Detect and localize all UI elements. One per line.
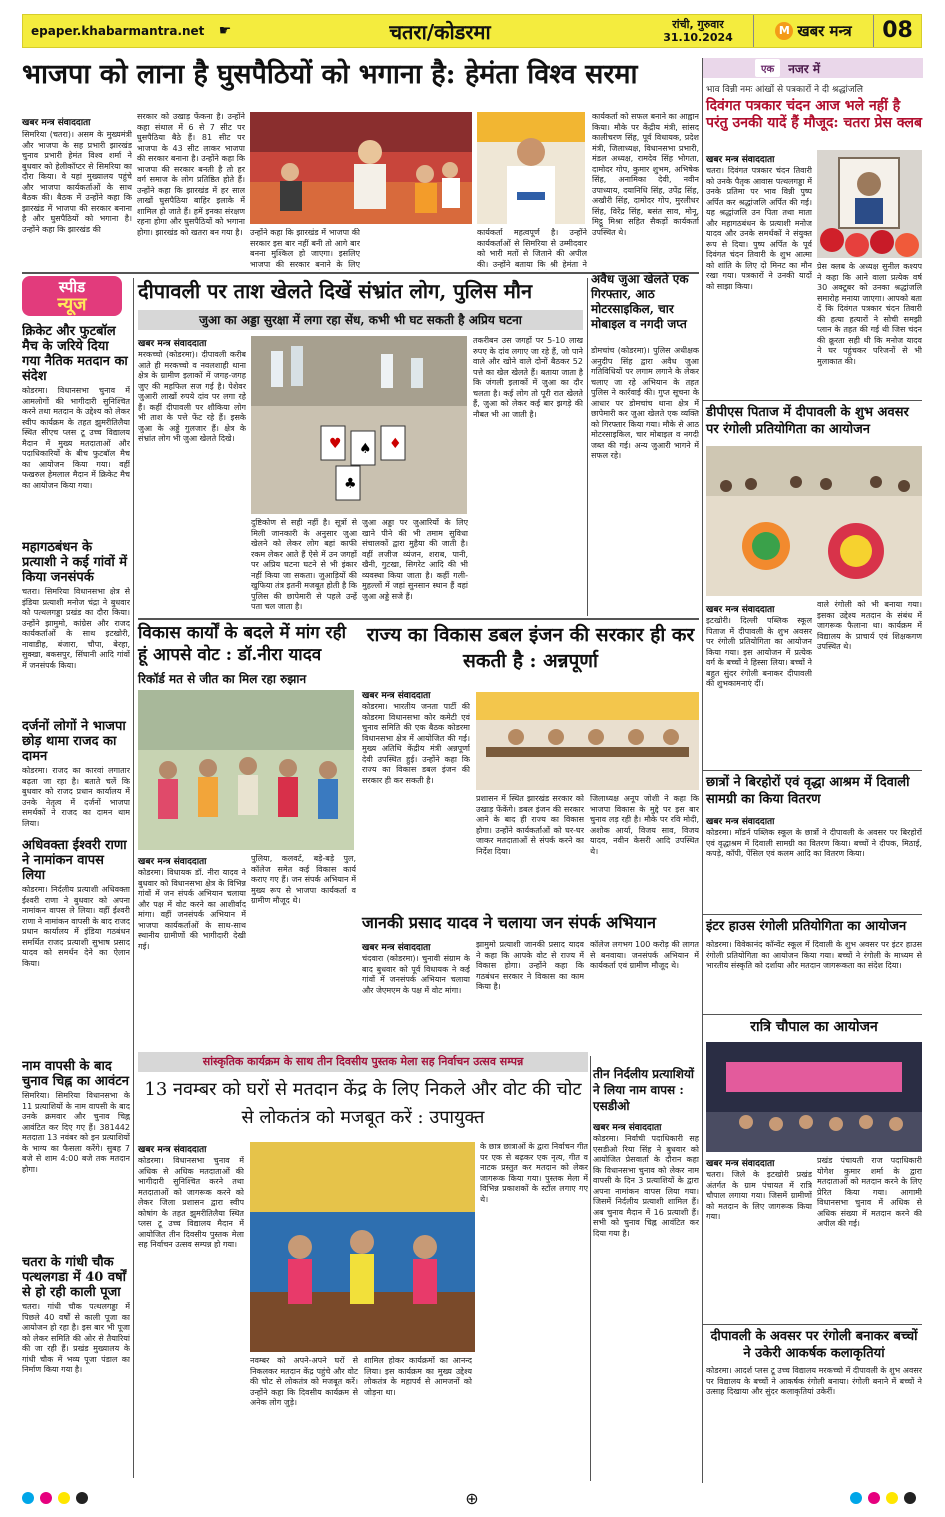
nazar-body: चतरा। दिवंगत पत्रकार चंदन तिवारी को उनके पैतृक आवास पत्थलगड्डा में उनके प्रतिमा पर भाव विन्नी पुष्प अर्पित कर श्रद्धांजलि अर्पित की गई। यह श्रद्धांजलि उन पिता तथा माता और महागठबंधन के प्रत्याशी मनोज यादव और उनके समर्थकों ने संयुक्त रूप से दिया। पुष्प अर्पित के पूर्व दिवंगत चंदन तिवारी के शुभ आत्मा को शांति के लिए दो मिनट का मौन रखा गया। पत्रकारों ने उनकी यादों को साझा किया। — [706, 166, 812, 291]
nazar-byline: खबर मन्त्र संवाददाता — [706, 155, 775, 165]
masthead-bar — [22, 14, 922, 48]
lead-col-3: उन्होंने कहा कि झारखंड में भाजपा की सरकार इस बार नहीं बनी तो आगे बार बनना मुश्किल हो जाएगा। इसलिए भाजपा की सरकार बनाने के लिए — [250, 228, 360, 269]
nazar-body-2: प्रेस क्लब के अध्यक्ष सुनील कश्यप ने कहा कि आने वाला प्रत्येक वर्ष 30 अक्टूबर को उनका श्रद्धांजलि समारोह मनाया जाएगा। आपको बता दें कि दिवंगत पत्रकार चंदन तिवारी की हत्या हत्यारों ने सोची समझी प्लान के तहत की गई थी जिस चंदन की क्रूरता सही थी कि मनोज यादव ने घर पहुंचकर परिजनों से भी मुलाकात की। — [817, 262, 922, 366]
annapurna-body-3: जिलाध्यक्ष अनूप जोशी ने कहा कि भाजपा विकास के मुद्दे पर इस बार चुनाव लड़ रही है। मौके पर रवि मोदी, अशोक आर्या, विजय साव, विजय यादव, नवीन केसरी आदि उपस्थित थे। — [590, 794, 699, 856]
gamble-headline: दीपावली पर ताश खेलते दिखें संभ्रांत लोग, पुलिस मौन — [138, 279, 533, 303]
speed-news-column — [22, 320, 130, 1480]
divider-right-col — [702, 58, 703, 1483]
registration-dot-icon — [58, 1492, 70, 1504]
annapurna-body-2: प्रशासन में स्थित झारखंड सरकार को उखाड़ फेंकेंगे। डबल इंजन की सरकार आने के बाद ही राज्य का विकास होगा। उन्होंने कार्यकर्ताओं को घर-घर जाकर मतदाताओं से संपर्क करने का निर्देश दिया। — [476, 794, 584, 856]
speed-news-badge — [22, 276, 122, 316]
gamble-photo — [251, 336, 467, 514]
section-title: चतरा/कोडरमा — [389, 19, 491, 44]
oldage-byline: खबर मन्त्र संवाददाता — [706, 817, 775, 827]
janki-headline: जानकी प्रसाद यादव ने चलाया जन संपर्क अभियान — [362, 913, 657, 932]
brand — [753, 15, 873, 47]
gamble-col-1: मरकच्चो (कोडरमा)। दीपावली करीब आते ही मरकच्चो व नवलशाही थाना क्षेत्र के ग्रामीण इलाकों में जगह-जगह जुए की महफिल सज गई है। पेशेवर जुआरी लाखों रुपये दांव पर लगा रहे हैं। कहीं दीपावली पर शौकिया लोग भी ताश के पत्ते फेंट रहे हैं। इसके जुआ के अड्डे गुलजार हैं। क्षेत्र के संभ्रांत लोग भी जुआ खेलते दिखे। — [138, 350, 246, 443]
speed-item-head: दर्जनों लोगों ने भाजपा छोड़ थामा राजद का दामन — [22, 719, 126, 764]
lead-col-1: सिमरिया (चतरा)। असम के मुख्यमंत्री और भाजपा के सह प्रभारी झारखंड चुनाव प्रभारी हेमंत विश्व शर्मा ने बुधवार को हेलीकॉप्टर से सिमरिया का दौरा किया। वे यहां मुख्यालय पहुंचे और भाजपा कार्यकर्ताओं के साथ बैठक की। बैठक में उन्होंने कहा कि झारखंड में भाजपा की सरकार बनाना है और घुसपैठियों को भगाना है। उन्होंने कहा कि झारखंड की — [22, 130, 132, 234]
speed-item — [22, 324, 130, 536]
ratri-photo — [706, 1042, 922, 1152]
speed-item-body: सिमरिया। सिमरिया विधानसभा के 11 प्रत्याशियों के नाम वापसी के बाद उनके क्रमवार और चुनाव चिह्न आवंटित कर दिए गए हैं। 381442 मतदाता 13 नवंबर को इन प्रत्याशियों के भाग्य का फैसला करेंगे। सुबह 7 बजे से शाम 4:00 बजे तक मतदान होगा। — [22, 1091, 130, 1174]
dps-headline: डीपीएस पिताज में दीपावली के शुभ अवसर पर रंगोली प्रतियोगिता का आयोजन — [706, 405, 909, 437]
dps-byline: खबर मन्त्र संवाददाता — [706, 605, 775, 615]
divider-right-2 — [703, 914, 922, 915]
svg-text:♠: ♠ — [359, 441, 372, 457]
divider-speed-col — [133, 278, 134, 1478]
page-number: 08 — [873, 15, 921, 47]
janki-body: चंदवारा (कोडरमा)। चुनावी संग्राम के बाद बुधवार को पूर्व विधायक ने कई गांवों में जनसंपर्क अभियान चलाया और जेएमएम के पक्ष में वोट मांगा। — [362, 954, 470, 995]
divider-nazar — [703, 400, 922, 401]
pointing-hand-icon: ☛ — [218, 23, 232, 39]
neera-photo — [138, 690, 354, 850]
speed-item-body: चतरा। सिमरिया विधानसभा क्षेत्र से इंडिया प्रत्याशी मनोज चंद्रा ने बुधवार को पत्थलगड्डा प्रखंड का दौरा किया। उन्होंने झामुमो, कांग्रेस और राजद कार्यकर्ताओं के साथ इटखोरी, नावाडीह, बंजारा, चौपा, बेरहा, सुक्खा, बकसपुर, सिंघानी आदि गांवों में जनसंपर्क किया। — [22, 587, 130, 670]
janki-byline: खबर मन्त्र संवाददाता — [362, 943, 431, 953]
cultural-photo — [250, 1142, 475, 1352]
speed-item — [22, 838, 130, 1055]
divider-right-3 — [703, 1014, 922, 1015]
lead-photo-rally — [250, 112, 472, 224]
ratri-body: चतरा। जिले के इटखोरी प्रखंड अंतर्गत के ग्राम पंचायत में रात्रि चौपाल लगाया गया। जिसमें ग्रामीणों को मतदान के लिए जागरूक किया गया। — [706, 1170, 812, 1221]
site-url[interactable]: epaper.khabarmantra.net — [31, 24, 205, 38]
speed-item-head: अधिवक्ता ईश्वरी राणा ने नामांकन वापस लिया — [22, 838, 127, 883]
nazar-headline: दिवंगत पत्रकार चंदन आज भले नहीं है परंतु उनकी यादें हैं मौजूद: चतरा प्रेस क्लब — [706, 98, 922, 131]
nazar-photo-tribute — [817, 150, 922, 258]
lead-col-4: कार्यकर्ता महत्वपूर्ण है। उन्होंने कार्यकर्ताओं से सिमरिया से उम्मीदवार को भारी मतों से जिताने की अपील की। उन्होंने बताया कि श्री हेमंता ने — [477, 228, 587, 269]
janki-body-2: झामुमो प्रत्याशी जानकी प्रसाद यादव ने कहा कि आपके वोट से राज्य में विकास होगा। उन्होंने कहा कि गठबंधन सरकार ने विकास का काम किया है। — [476, 940, 584, 991]
cultural-body-2: नवम्बर को अपने-अपने घरों से निकलकर मतदान केंद्र पहुंचे और वोट की चोट से लोकतंत्र को मजबूत करें। उन्होंने कहा कि दिवसीय कार्यक्रम से अनेक लोग जुड़े। — [250, 1356, 358, 1407]
speed-item — [22, 540, 130, 715]
dps-photo — [706, 446, 922, 596]
divider-mid-1 — [138, 618, 699, 620]
gamble-subhead: जुआ का अड्डा सुरक्षा में लगा रहा सेंध, कभी भी घट सकती है अप्रिय घटना — [138, 310, 583, 330]
rangoli-kids-body: कोडरमा। आदर्श प्लस टू उच्च विद्यालय मरकच्चो में दीपावली के शुभ अवसर पर विद्यालय के बच्चों ने आकर्षक रंगोली बनाया। रंगोली बनाने में बच्चों ने उत्साह दिखाया और सुंदर कलाकृतियां उकेरीं। — [706, 1366, 922, 1396]
cultural-body-4: के छात्र छात्राओं के द्वारा निर्वाचन गीत पर एक से बढ़कर एक नृत्य, गीत व नाटक प्रस्तुत कर मतदान को लेकर जागरूक किया गया। पुस्तक मेला में विभिन्न प्रकाशकों के स्टॉल लगाए गए थे। — [480, 1142, 588, 1204]
speed-item-head: नाम वापसी के बाद चुनाव चिह्न का आवंटन — [22, 1059, 129, 1089]
registration-crosshair-icon: ⊕ — [465, 1488, 479, 1508]
lead-headline: भाजपा को लाना है घुसपैठियों को भगाना है: हेमंता विश्व सरमा — [22, 59, 638, 90]
neera-body: कोडरमा। विधायक डॉ. नीरा यादव ने बुधवार को विधानसभा क्षेत्र के विभिन्न गांवों में जन संपर्क अभियान चलाया और पक्ष में वोट करने का आशीर्वाद मांगा। वहीं जनसंपर्क अभियान में भाजपा कार्यकर्ताओं के साथ-साथ स्थानीय ग्रामीणों की भागीदारी देखी गई। — [138, 868, 246, 951]
oldage-headline: छात्रों ने बिरहोरों एवं वृद्धा आश्रम में दिवाली सामग्री का किया वितरण — [706, 775, 910, 807]
neera-headline: विकास कार्यों के बदले में मांग रही हूं आपसे वोट : डॉ.नीरा यादव — [138, 623, 347, 665]
lead-col-2: सरकार को उखाड़ फेंकना है। उन्होंने कहा संथाल में 6 से 7 सीट पर घुसपैठिया बैठे हैं। 81 सीट पर भाजपा के 43 सीट लाकर भाजपा की सरकार बनाना है। उन्होंने कहा कि भाजपा की सरकार बनती है तो हर वर्ग समाज के लोग प्रतिष्ठित होते हैं। उन्होंने कहा कि झारखंड में हर साल लाखों घुसपैठिया बाहिर इलाके में शामिल हो जाते हैं। हमें इनका संरक्षण रहना होगा और घुसपैठियों को भगाना होगा। झारखंड को खतरा बन गया है। — [137, 112, 245, 237]
arrest-body: डोमचांच (कोडरमा)। पुलिस अधीक्षक अनुदीप सिंह द्वारा अवैध जुआ गतिविधियों पर लगाम लगाने के लेकर चलाए जा रहे अभियान के तहत पुलिस ने कार्रवाई की। गुप्त सूचना के आधार पर डोमचांच थाना क्षेत्र में छापेमारी कर जुआ खेलते एक व्यक्ति को गिरफ्तार किया गया। मौके से आठ मोटरसाइकिल, चार मोबाइल व नगदी जब्त की गई। अन्य जुआरी भागने में सफल रहे। — [591, 346, 699, 460]
cultural-body: कोडरमा। विधानसभा चुनाव में अधिक से अधिक मतदाताओं की भागीदारी सुनिश्चित करने तथा मतदाताओं को जागरूक करने को लेकर जिला प्रशासन द्वारा स्वीप कोषांग के तहत झुमरीतिलैया स्थित प्लस टू उच्च विद्यालय मैदान में आयोजित तीन दिवसीय पुस्तक मेला सह निर्वाचन उत्सव सम्पन्न हो गया। — [138, 1156, 244, 1249]
withdraw-byline: खबर मन्त्र संवाददाता — [593, 1123, 662, 1133]
annapurna-byline: खबर मन्त्र संवाददाता — [362, 691, 431, 701]
oldage-body: कोडरमा। मॉडर्न पब्लिक स्कूल के छात्रों ने दीपावली के अवसर पर बिरहोरों एवं वृद्धाश्रम में दिवाली सामग्री का वितरण किया। बच्चों ने दीपक, मिठाई, कपड़े, कॉपी, पेंसिल एवं कलम आदि का वितरण किया। — [706, 828, 922, 858]
issue-date-value: 31.10.2024 — [663, 31, 733, 44]
registration-dots-right — [850, 1489, 922, 1508]
speed-item — [22, 1059, 130, 1251]
arrest-headline: अवैध जुआ खेलते एक गिरफ्तार, आठ मोटरसाइकिल, चार मोबाइल व नगदी जप्त — [591, 272, 689, 331]
speed-badge-line-2: न्यूज — [57, 294, 87, 315]
divider-withdraw — [590, 1056, 591, 1481]
registration-bar — [22, 1488, 922, 1508]
ratri-byline: खबर मन्त्र संवाददाता — [706, 1159, 775, 1169]
issue-city-day: रांची, गुरुवार — [672, 18, 724, 31]
speed-item-head: महागठबंधन के प्रत्याशी ने कई गांवों में किया जनसंपर्क — [22, 540, 128, 585]
registration-dot-icon — [904, 1492, 916, 1504]
svg-text:♣: ♣ — [344, 476, 357, 492]
gamble-col-4: तकरीबन उस जगहों पर 5-10 लाख रुपए के दांव लगाए जा रहे हैं, जो पाने वाले और खोने वाले दोनों बैठकर 52 पत्ते का खेल खेलते हैं। बताया जाता है कि जंगली इलाकों में जुआ का दौर चलता है। कई लोग तो पूरी रात खेलते हैं, जुआ को लेकर कई बार झगड़े की नौबत भी आ जाती है। — [473, 336, 583, 419]
withdraw-headline: तीन निर्दलीय प्रत्याशियों ने लिया नाम वापस : एसडीओ — [593, 1067, 695, 1113]
cultural-band: सांस्कृतिक कार्यक्रम के साथ तीन दिवसीय पुस्तक मेला सह निर्वाचन उत्सव सम्पन्न — [138, 1052, 588, 1072]
divider-right-1 — [703, 770, 922, 771]
speed-item — [22, 719, 130, 834]
speed-item-body: कोडरमा। निर्दलीय प्रत्याशी अधिवक्ता ईश्वरी राणा ने बुधवार को अपना नामांकन वापस ले लिया। वहीं ईश्वरी राणा ने नामांकन वापसी के बाद राजद प्रधान कार्यालय में इंडिया गठबंधन समर्थित राजद प्रत्याशी सुभाष प्रसाद यादव को समर्थन देने का ऐलान किया। — [22, 885, 130, 968]
registration-dot-icon — [868, 1492, 880, 1504]
brand-logo-icon: M — [775, 22, 793, 40]
speed-item-head: चतरा के गांधी चौक पत्थलगडा में 40 वर्षों से हो रही काली पूजा — [22, 1255, 126, 1300]
dps-body-2: वाले रंगोली को भी बनाया गया। इसका उद्देश्य मतदान के संबंध में जागरूक फैलाना था। कार्यक्रम में विद्यालय के प्राचार्य एवं शिक्षकगण उपस्थित थे। — [817, 600, 922, 651]
svg-text:♦: ♦ — [389, 436, 402, 452]
speed-item-body: कोडरमा। राजद का कारवां लगातार बढ़ता जा रहा है। बताते चलें कि बुधवार को राजद प्रधान कार्यालय में उनके नेतृत्व में दर्जनों भाजपा समर्थकों ने राजद का दामन थाम लिया। — [22, 766, 130, 828]
registration-dots-left — [22, 1489, 94, 1508]
issue-date — [643, 18, 753, 44]
gamble-col-2: दुष्टिकोण से सही नहीं है। सूत्रों से मिली जानकारी के अनुसार जुआ खेलने को लेकर लोग बहां काफी रकम लेकर आते हैं ऐसे में उन जगहों पर अप्रिय घटना घटने से भी इंकार नहीं किया जा सकता। जुआड़ियों की खुफिया तंत्र इतनी मजबूत होती है कि पुलिस की छापेमारी से पहले उन्हें पता चल जाता है। — [251, 518, 357, 611]
divider-right-4 — [703, 1324, 922, 1325]
neera-body-2: पुलिया, कलवर्ट, बड़े-बड़े पुल, कॉलेज समेत कई विकास कार्य कराए गए हैं। जन संपर्क अभियान में मुख्य रूप से भाजपा कार्यकर्ता व ग्रामीण मौजूद थे। — [251, 854, 356, 905]
speed-item-head: क्रिकेट और फुटबॉल मैच के जरिये दिया गया नैतिक मतदान का संदेश — [22, 324, 128, 384]
svg-text:♥: ♥ — [329, 436, 342, 452]
interhouse-headline: इंटर हाउस रंगोली प्रतियोगिता का आयोजन — [706, 919, 907, 934]
rangoli-kids-headline: दीपावली के अवसर पर रंगोली बनाकर बच्चों ने उकेरी आकर्षक कलाकृतियां — [710, 1329, 918, 1361]
divider-arrest — [587, 278, 588, 616]
cultural-body-3: शामिल होकर कार्यक्रमों का आनन्द लिया। इस कार्यक्रम का मुख्य उद्देश्य लोकतंत्र के महापर्व से आमजनों को जोड़ना था। — [364, 1356, 472, 1397]
cultural-byline: खबर मन्त्र संवाददाता — [138, 1145, 207, 1155]
annapurna-photo — [476, 692, 699, 790]
nazar-tagline: भाव विन्नी नमः आंखों से पत्रकारों ने दी श्रद्धांजलि — [706, 85, 863, 95]
brand-name: खबर मन्त्र — [797, 22, 852, 40]
speed-item — [22, 1255, 130, 1462]
cultural-headline: 13 नवम्बर को घरों से मतदान केंद्र के लिए निकले और वोट की चोट से लोकतंत्र को मजबूत करें : उपायुक्त — [144, 1079, 582, 1128]
speed-badge-line-1: स्पीड — [58, 278, 86, 296]
registration-dot-icon — [886, 1492, 898, 1504]
lead-col-5: कार्यकर्ता को सफल बनाने का आह्वान किया। मौके पर केंद्रीय मंत्री, सांसद कालीचरण सिंह, पूर्व विधायक, प्रदेश मंत्री, जिलाध्यक्ष, विधानसभा प्रभारी, मंडल अध्यक्ष, रामदेव सिंह भोगता, दामोदर गोप, कुमार शुभम, अभिषेक सिंह, अनामिका देवी, नवीन उपाध्याय, दयानिधि सिंह, उपेंद्र सिंह, अखौरी सिंह, दामोदर गोप, मुरलीधर सिंह, विरेंद्र सिंह, बसंत साव, मोनू, मिट्ठू मिश्रा सहित सैकड़ों कार्यकर्ता उपस्थित थे। — [592, 112, 699, 237]
speed-item-body: कोडरमा। विधानसभा चुनाव में आमलोगों की भागीदारी सुनिश्चित करने तथा मतदान के उद्देश्य को लेकर स्वीप कार्यक्रम के तहत झुमरीतिलैया स्थित सीएच प्लस टू उच्च विद्यालय मैदान में मुख्य मतदाताओं और पदाधिकारियों के बीच फुटबॉल मैच का आयोजन किया गया। वहीं फखरुल हेमलाल मैदान में क्रिकेट मैच का आयोजन किया गया। — [22, 386, 130, 490]
nazar-title: नजर में — [788, 61, 821, 76]
annapurna-body: कोडरमा। भारतीय जनता पार्टी की कोडरमा विधानसभा कोर कमेटी एवं चुनाव समिति की एक बैठक कोडरमा विधानसभा क्षेत्र में आयोजित की गई। मुख्य अतिथि केंद्रीय मंत्री अन्नपूर्णा देवी उपस्थित हुई। उन्होंने कहा कि राज्य का विकास डबल इंजन की सरकार ही कर सकती है। — [362, 702, 470, 785]
dps-body: इटखोरी। दिल्ली पब्लिक स्कूल पिताज में दीपावली के शुभ अवसर पर रंगोली प्रतियोगिता का आयोजन किया गया। इस आयोजन में प्रत्येक वर्ग के बच्चों ने हिस्सा लिया। बच्चों ने बहुत सुंदर रंगोली बनाकर दीपावली की शुभकामनाएं दीं। — [706, 616, 812, 688]
lead-photo-speaker — [477, 112, 585, 224]
ratri-headline: रात्रि चौपाल का आयोजन — [750, 1019, 878, 1035]
withdraw-body: कोडरमा। निर्वाची पदाधिकारी सह एसडीओ रिया सिंह ने बुधवार को आयोजित प्रेसवार्ता के दौरान कहा कि विधानसभा चुनाव को लेकर नाम वापसी के दिन 3 प्रत्याशियों के द्वारा अपना नामांकन वापस लिया गया। जिसमें निर्दलीय प्रत्याशी शामिल हैं। अब चुनाव मैदान में 16 प्रत्याशी हैं। सभी को चुनाव चिह्न आवंटित कर दिया गया है। — [593, 1134, 699, 1238]
interhouse-body: कोडरमा। विवेकानंद कॉन्वेंट स्कूल में दिवाली के शुभ अवसर पर इंटर हाउस रंगोली प्रतियोगिता का आयोजन किया गया। बच्चों ने रंगोली के माध्यम से भारतीय संस्कृति को दर्शाया और मतदान जागरूकता का संदेश दिया। — [706, 940, 922, 970]
annapurna-headline: राज्य का विकास डबल इंजन की सरकार ही कर सकती है : अन्नपूर्णा — [366, 624, 695, 672]
lead-byline: खबर मन्त्र संवाददाता — [22, 118, 91, 128]
ratri-body-2: प्रखंड पंचायती राज पदाधिकारी योगेश कुमार शर्मा के द्वारा मतदाताओं को मतदान करने के लिए प्रेरित किया गया। आगामी विधानसभा चुनाव में अधिक से अधिक संख्या में मतदान करने की अपील की गई। — [817, 1156, 922, 1228]
speed-item-body: चतरा। गांधी चौक पत्थलगड्डा में पिछले 40 वर्षों से काली पूजा का आयोजन हो रहा है। इस बार भी पूजा को लेकर समिति की ओर से तैयारियां की जा रही हैं। प्रखंड मुख्यालय के गांधी चौक में भव्य पूजा पंडाल का निर्माण किया गया है। — [22, 1302, 130, 1374]
nazar-band — [703, 58, 923, 78]
registration-dot-icon — [76, 1492, 88, 1504]
registration-dot-icon — [22, 1492, 34, 1504]
nazar-ek-label: एक — [755, 59, 780, 77]
neera-byline: खबर मन्त्र संवाददाता — [138, 857, 207, 867]
registration-dot-icon — [40, 1492, 52, 1504]
gamble-byline: खबर मन्त्र संवाददाता — [138, 339, 207, 349]
registration-dot-icon — [850, 1492, 862, 1504]
janki-body-3: कॉलेज लगभग 100 करोड़ की लागत से बनवाया। जनसंपर्क अभियान में कार्यकर्ता एवं ग्रामीण मौजूद थे। — [590, 940, 699, 970]
gamble-col-3: जुआ अड्डा पर जुआरियों के लिए खाने पीने की भी तमाम सुविधा संचालकों द्वारा मुहैया की जाती है। वहीं लजीज व्यंजन, शराब, पानी, खैनी, गुटखा, सिगरेट आदि की भी व्यवस्था किया जाता है। कहीं गली-मुहल्लों में जहां सुनसान स्थान हैं वहां जुआ अड्डे सजे हैं। — [362, 518, 468, 601]
neera-subhead: रिकॉर्ड मत से जीत का मिल रहा रुझान — [138, 672, 307, 686]
